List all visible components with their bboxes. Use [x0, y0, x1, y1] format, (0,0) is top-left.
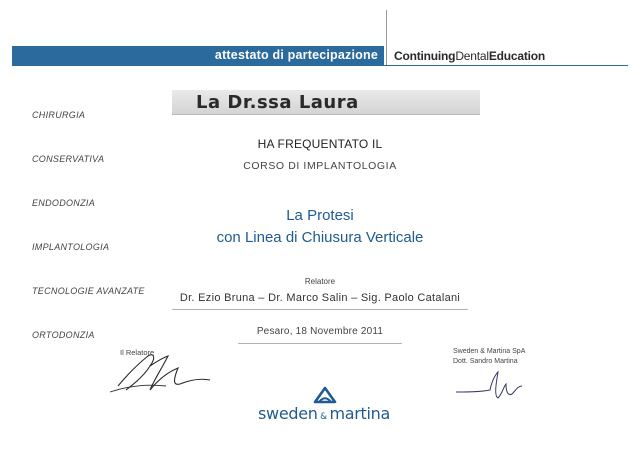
company-signature: [452, 366, 532, 406]
cde-continuing: Continuing: [394, 49, 456, 63]
specialty-item: IMPLANTOLOGIA: [32, 242, 110, 252]
specialty-item: CHIRURGIA: [32, 110, 86, 120]
speaker-signature: [104, 340, 214, 398]
specialty-item: CONSERVATIVA: [32, 154, 105, 164]
speakers-names: Dr. Ezio Bruna – Dr. Marco Salin – Sig. Paolo Catalani: [179, 292, 461, 304]
logo-word-sweden: sweden: [258, 404, 318, 423]
header-band: [12, 46, 384, 66]
course-date: Pesaro, 18 Novembre 2011: [256, 326, 384, 337]
sweden-martina-logo-mark: [313, 386, 337, 404]
cde-dental: Dental: [455, 49, 489, 63]
course-title-line2: con Linea di Chiusura Verticale: [216, 229, 424, 246]
participant-name: La Dr.ssa Laura: [196, 92, 359, 113]
company-signature-person: Dott. Sandro Martina: [453, 358, 518, 365]
course-title-line1: La Protesi: [286, 207, 354, 224]
date-underline: [238, 343, 402, 344]
attended-label: HA FREQUENTATO IL: [257, 137, 383, 151]
specialty-item: ENDODONZIA: [32, 198, 96, 208]
attestato-label: attestato di partecipazione: [214, 48, 378, 62]
header-divider: [386, 10, 387, 66]
cde-label: [394, 49, 545, 63]
speakers-label: Relatore: [304, 277, 336, 286]
company-signature-company: Sweden & Martina SpA: [453, 348, 526, 355]
specialty-item: TECNOLOGIE AVANZATE: [32, 286, 145, 296]
logo-amp: &: [320, 412, 327, 422]
specialty-item: ORTODONZIA: [32, 330, 95, 340]
speaker-signature-label: Il Relatore: [120, 348, 155, 357]
header-underline: [384, 65, 628, 66]
cde-education: Education: [488, 49, 546, 63]
sweden-martina-logo: [258, 404, 390, 423]
course-type: CORSO DI IMPLANTOLOGIA: [243, 160, 397, 172]
speakers-underline: [172, 309, 468, 310]
logo-word-martina: martina: [329, 404, 390, 423]
